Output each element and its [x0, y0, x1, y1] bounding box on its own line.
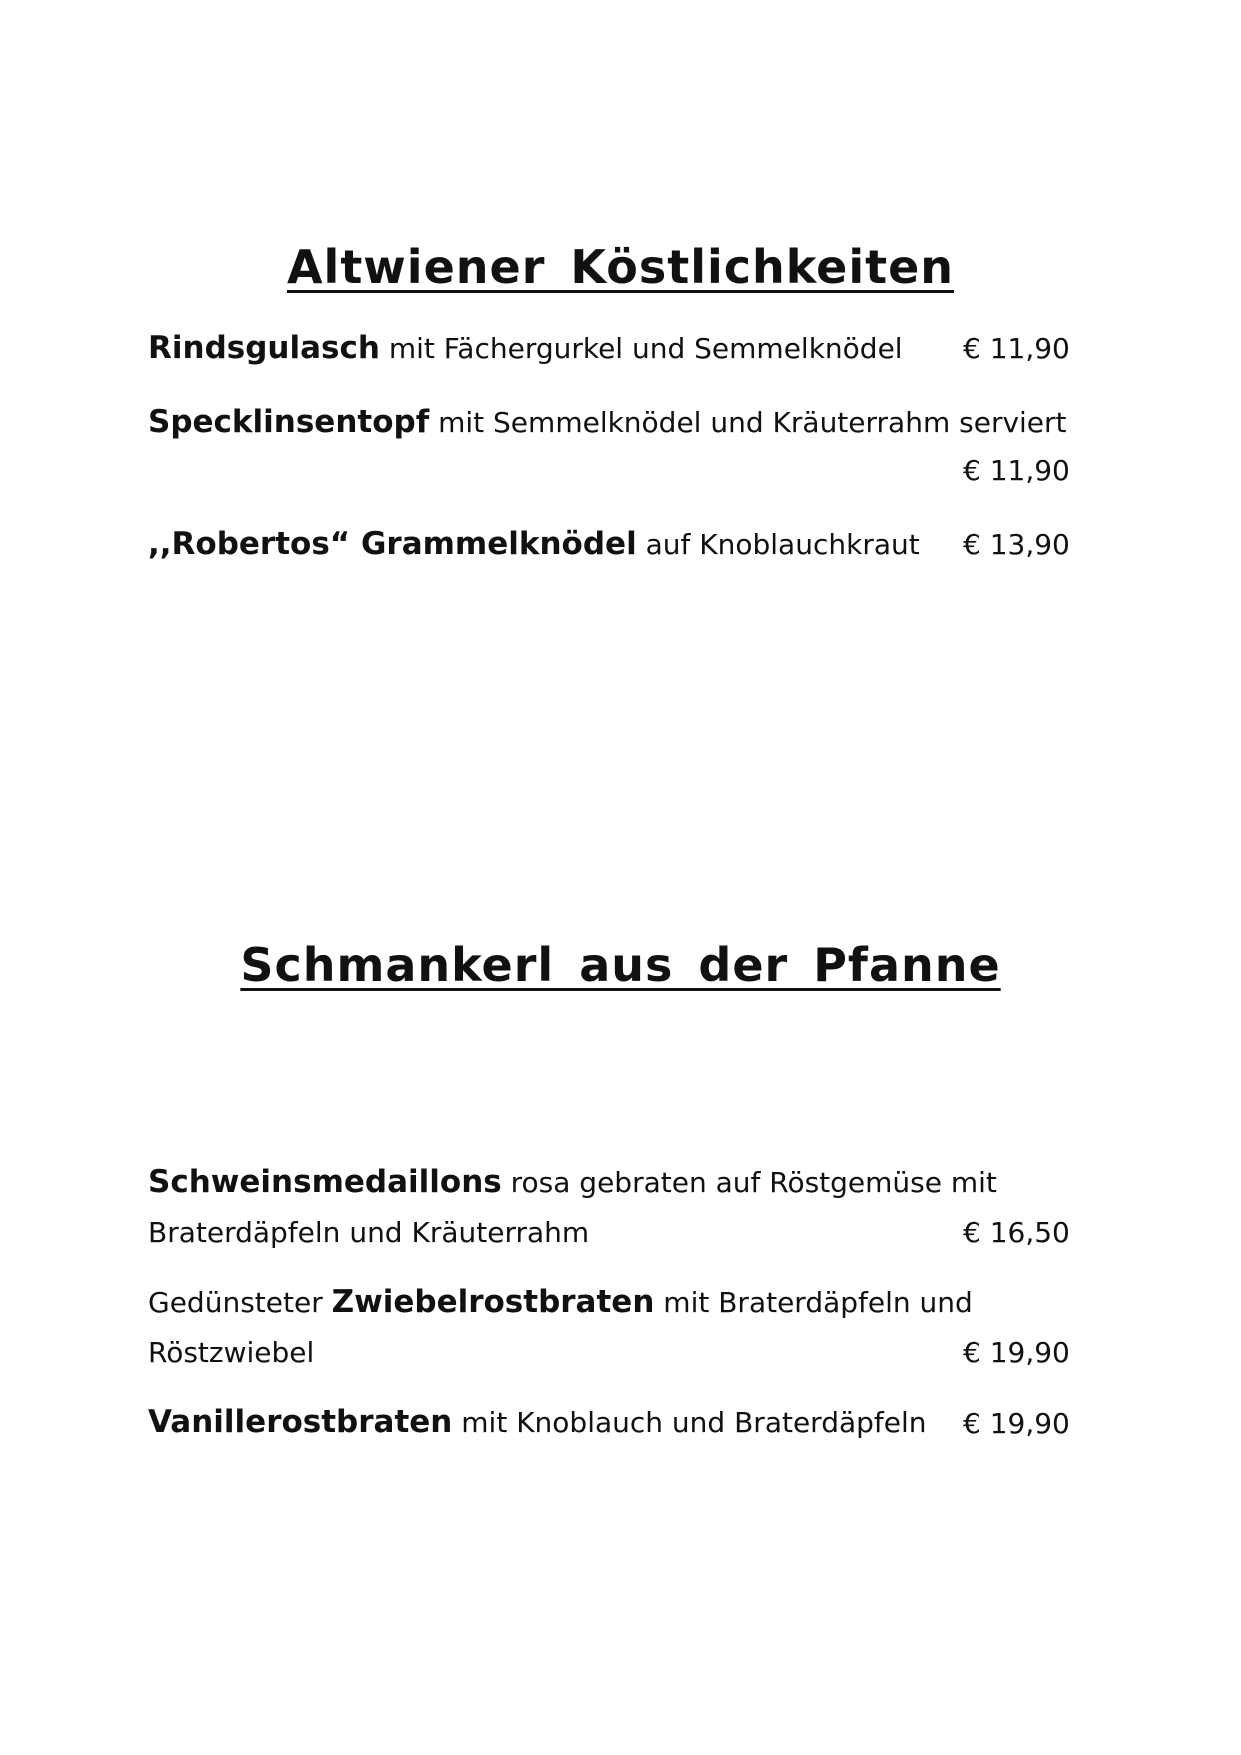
dish-price: € 19,90: [963, 1336, 1070, 1369]
dish-description: rosa gebraten auf Röstgemüse mit: [501, 1166, 997, 1199]
dish-prefix: Gedünsteter: [148, 1286, 332, 1319]
menu-item-zwiebelrostbraten: [148, 1284, 973, 1321]
dish-name: Schweinsmedaillons: [148, 1164, 502, 1200]
dish-name: Vanillerostbraten: [148, 1404, 453, 1440]
menu-item-vanillerostbraten: [148, 1404, 927, 1441]
menu-item-grammelknoedel: [148, 526, 920, 563]
dish-description-line2: Braterdäpfeln und Kräuterrahm: [148, 1216, 590, 1249]
dish-price: € 16,50: [963, 1216, 1070, 1249]
menu-item-rindsgulasch: [148, 330, 903, 367]
menu-item-schweinsmedaillons: [148, 1164, 997, 1201]
dish-price: € 11,90: [963, 332, 1070, 365]
menu-item-specklinsentopf: [148, 404, 1067, 441]
section-title-schmankerl: Schmankerl aus der Pfanne: [240, 938, 1001, 992]
dish-price: € 19,90: [963, 1407, 1070, 1440]
dish-description: auf Knoblauchkraut: [636, 528, 920, 561]
dish-price: € 11,90: [963, 454, 1070, 487]
dish-description: mit Braterdäpfeln und: [654, 1286, 973, 1319]
dish-name: ,,Robertos“ Grammelknödel: [148, 526, 637, 562]
dish-description: mit Semmelknödel und Kräuterrahm serviert: [429, 406, 1067, 439]
dish-description-line2: Röstzwiebel: [148, 1336, 315, 1369]
dish-price: € 13,90: [963, 528, 1070, 561]
section-title-altwiener: Altwiener Köstlichkeiten: [286, 240, 955, 294]
dish-description: mit Fächergurkel und Semmelknödel: [379, 332, 903, 365]
dish-description: mit Knoblauch und Braterdäpfeln: [452, 1406, 927, 1439]
dish-name: Rindsgulasch: [148, 330, 380, 366]
dish-name: Specklinsentopf: [148, 404, 430, 440]
dish-name: Zwiebelrostbraten: [331, 1284, 655, 1320]
